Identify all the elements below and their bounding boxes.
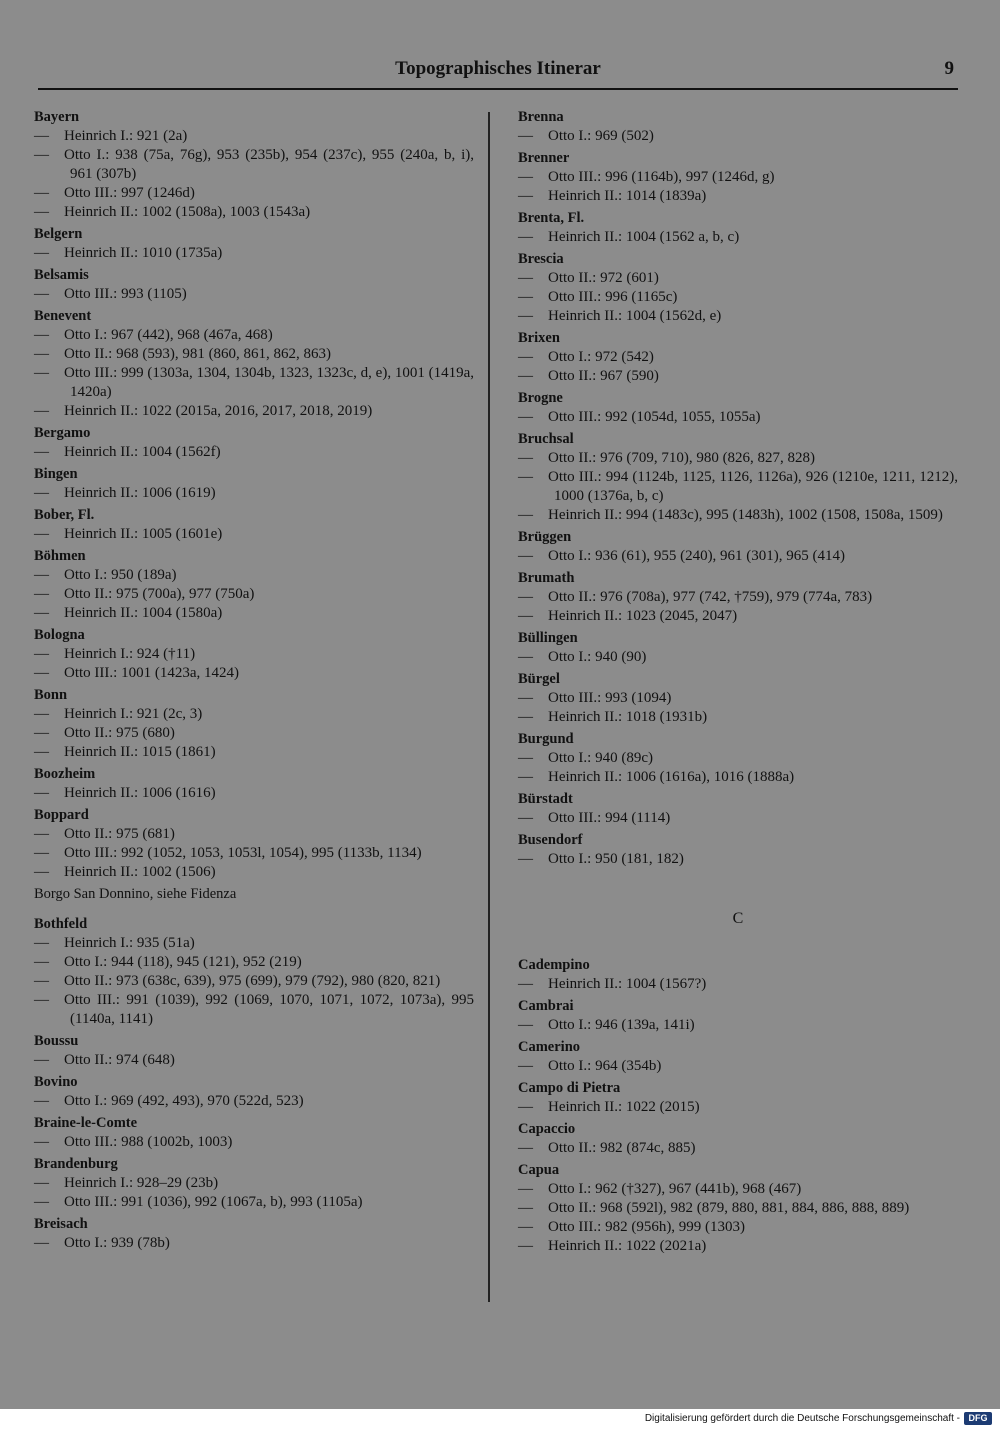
entry-line: [518, 367, 958, 386]
entry-text: Otto III.: 992 (1054d, 1055, 1055a): [548, 409, 761, 425]
entry-text: Otto II.: 982 (874c, 885): [548, 1140, 696, 1156]
entry-text: Otto III.: 982 (956h), 999 (1303): [548, 1219, 746, 1235]
entry-text: Otto II.: 976 (709, 710), 980 (826, 827, 828): [548, 450, 816, 466]
entry-line: [518, 1218, 958, 1237]
index-entry: [518, 1038, 958, 1076]
dfg-logo: DFG: [964, 1412, 992, 1425]
dash-marker: —: [518, 1200, 533, 1216]
entry-text: Heinrich II.: 1018 (1931b): [548, 709, 708, 725]
entry-line: [34, 934, 474, 953]
entry-text: Otto III.: 997 (1246d): [64, 185, 195, 201]
entry-heading: Capua: [518, 1162, 560, 1178]
entry-text: Heinrich II.: 1004 (1562d, e): [548, 308, 722, 324]
dash-marker: —: [34, 444, 49, 460]
footer-bar: [0, 1409, 1000, 1429]
index-entry: [34, 506, 474, 544]
dash-marker: —: [34, 864, 49, 880]
dash-marker: —: [34, 744, 49, 760]
entry-heading: Brüggen: [518, 529, 572, 545]
index-entry: [518, 569, 958, 626]
entry-text: Heinrich II.: 1010 (1735a): [64, 245, 223, 261]
right-column: [518, 108, 958, 1259]
dash-marker: —: [34, 245, 49, 261]
index-entry: [518, 250, 958, 326]
index-entry: [34, 266, 474, 304]
entry-text: Otto III.: 994 (1114): [548, 810, 671, 826]
entry-text: Otto II.: 972 (601): [548, 270, 659, 286]
entry-text: Otto II.: 974 (648): [64, 1052, 175, 1068]
column-divider: [488, 112, 490, 1302]
index-entry: [518, 730, 958, 787]
dash-marker: —: [34, 485, 49, 501]
entry-line: [34, 1234, 474, 1253]
entry-heading: Cadempino: [518, 957, 590, 973]
dash-marker: —: [34, 992, 49, 1008]
dash-marker: —: [34, 646, 49, 662]
dash-marker: —: [518, 690, 533, 706]
dash-marker: —: [518, 810, 533, 826]
entry-line: [518, 468, 958, 506]
entry-line: [34, 364, 474, 402]
index-entry: [34, 885, 474, 912]
dash-marker: —: [34, 845, 49, 861]
entry-text: Otto I.: 967 (442), 968 (467a, 468): [64, 327, 273, 343]
index-entry: [34, 1032, 474, 1070]
entry-heading: Benevent: [34, 308, 92, 324]
entry-text: Otto III.: 988 (1002b, 1003): [64, 1134, 233, 1150]
entry-text: Otto I.: 969 (492, 493), 970 (522d, 523): [64, 1093, 304, 1109]
entry-text: Otto I.: 944 (118), 945 (121), 952 (219): [64, 954, 302, 970]
dash-marker: —: [518, 469, 533, 485]
dash-marker: —: [518, 507, 533, 523]
dash-marker: —: [34, 128, 49, 144]
entry-line: [34, 972, 474, 991]
dash-marker: —: [34, 935, 49, 951]
page-header: [38, 56, 958, 90]
entry-line: [518, 127, 958, 146]
dash-marker: —: [518, 608, 533, 624]
entry-heading: Breisach: [34, 1216, 88, 1232]
entry-line: [34, 127, 474, 146]
entry-line: [518, 768, 958, 787]
dash-marker: —: [34, 403, 49, 419]
entry-heading: Belsamis: [34, 267, 89, 283]
dash-marker: —: [34, 725, 49, 741]
entry-heading: Brixen: [518, 330, 560, 346]
dash-marker: —: [34, 1175, 49, 1191]
entry-line: [518, 975, 958, 994]
entry-text: Otto I.: 950 (189a): [64, 567, 177, 583]
entry-heading: Böhmen: [34, 548, 86, 564]
entry-line: [518, 307, 958, 326]
entry-heading: Bingen: [34, 466, 78, 482]
entry-line: [518, 1016, 958, 1035]
entry-text: Heinrich II.: 1002 (1506): [64, 864, 216, 880]
entry-text: Heinrich II.: 1014 (1839a): [548, 188, 707, 204]
dash-marker: —: [518, 589, 533, 605]
dash-marker: —: [34, 185, 49, 201]
dash-marker: —: [34, 365, 49, 381]
dash-marker: —: [518, 409, 533, 425]
entry-heading: Campo di Pietra: [518, 1080, 621, 1096]
page-number: 9: [944, 58, 954, 79]
entry-heading: Bothfeld: [34, 916, 88, 932]
dash-marker: —: [518, 976, 533, 992]
entry-line: [518, 1180, 958, 1199]
index-entry: [34, 547, 474, 623]
dash-marker: —: [34, 204, 49, 220]
entry-line: [34, 585, 474, 604]
index-entry: [518, 629, 958, 667]
entry-text: Otto I.: 940 (89c): [548, 750, 653, 766]
dash-marker: —: [34, 567, 49, 583]
entry-line: [34, 953, 474, 972]
entry-text: Otto I.: 939 (78b): [64, 1235, 170, 1251]
footer-credit: Digitalisierung gefördert durch die Deutsche Forschungsgemeinschaft -: [644, 1413, 960, 1424]
entry-line: [34, 184, 474, 203]
dash-marker: —: [518, 368, 533, 384]
dash-marker: —: [518, 229, 533, 245]
index-entry: [34, 806, 474, 882]
entry-heading: Büllingen: [518, 630, 578, 646]
entry-line: [518, 408, 958, 427]
entry-heading: Brenna: [518, 109, 564, 125]
right-column-b-entries: [518, 108, 958, 869]
entry-text: Heinrich II.: 1004 (1580a): [64, 605, 223, 621]
dash-marker: —: [34, 665, 49, 681]
entry-line: [34, 1174, 474, 1193]
index-entry: [518, 831, 958, 869]
entry-text: Otto III.: 1001 (1423a, 1424): [64, 665, 239, 681]
entry-text: Otto II.: 968 (593), 981 (860, 861, 862, 863): [64, 346, 332, 362]
dash-marker: —: [518, 769, 533, 785]
dash-marker: —: [34, 1052, 49, 1068]
entry-heading: Cambrai: [518, 998, 574, 1014]
entry-text: Otto II.: 975 (700a), 977 (750a): [64, 586, 255, 602]
page-title: Topographisches Itinerar: [395, 58, 601, 79]
dash-marker: —: [34, 1194, 49, 1210]
dash-marker: —: [518, 270, 533, 286]
index-entry: [518, 329, 958, 386]
entry-text: Heinrich II.: 1004 (1567?): [548, 976, 707, 992]
entry-heading: Capaccio: [518, 1121, 576, 1137]
entry-line: [34, 525, 474, 544]
entry-heading: Brenta, Fl.: [518, 210, 585, 226]
index-entry: [34, 686, 474, 762]
dash-marker: —: [34, 973, 49, 989]
entry-heading: Bober, Fl.: [34, 507, 95, 523]
entry-text: Heinrich II.: 1004 (1562f): [64, 444, 221, 460]
dash-marker: —: [518, 709, 533, 725]
entry-line: [34, 724, 474, 743]
dash-marker: —: [34, 1235, 49, 1251]
entry-text: Otto III.: 991 (1039), 992 (1069, 1070, 1071, 1072, 1073a), 995 (1140a, 1141): [64, 992, 474, 1027]
index-entry: [34, 1215, 474, 1253]
entry-text: Otto III.: 992 (1052, 1053, 1053l, 1054), 995 (1133b, 1134): [64, 845, 422, 861]
entry-line: [34, 146, 474, 184]
left-column: [34, 108, 474, 1256]
entry-heading: Brandenburg: [34, 1156, 118, 1172]
index-entry: [518, 1161, 958, 1256]
entry-text: Otto I.: 962 (†327), 967 (441b), 968 (467): [548, 1181, 802, 1197]
index-entry: [34, 1114, 474, 1152]
entry-line: [34, 1133, 474, 1152]
dash-marker: —: [34, 785, 49, 801]
entry-line: [34, 743, 474, 762]
entry-heading: Boussu: [34, 1033, 79, 1049]
entry-line: [34, 285, 474, 304]
entry-text: Otto I.: 938 (75a, 76g), 953 (235b), 954 (237c), 955 (240a, b, i), 961 (307b): [64, 147, 474, 182]
entry-text: Heinrich II.: 1004 (1562 a, b, c): [548, 229, 740, 245]
index-entry: [34, 626, 474, 683]
dash-marker: —: [34, 1134, 49, 1150]
index-entry: [518, 149, 958, 206]
entry-heading: Brenner: [518, 150, 570, 166]
dash-marker: —: [518, 750, 533, 766]
entry-text: Otto III.: 996 (1165c): [548, 289, 678, 305]
entry-text: Heinrich II.: 1006 (1619): [64, 485, 216, 501]
entry-heading: Bayern: [34, 109, 80, 125]
dash-marker: —: [34, 147, 49, 163]
entry-text: Otto I.: 964 (354b): [548, 1058, 662, 1074]
entry-line: [518, 506, 958, 525]
entry-line: [34, 566, 474, 585]
dash-marker: —: [518, 188, 533, 204]
entry-heading: Brescia: [518, 251, 564, 267]
entry-heading: Bovino: [34, 1074, 78, 1090]
index-entry: [518, 1120, 958, 1158]
dash-marker: —: [518, 128, 533, 144]
dash-marker: —: [34, 526, 49, 542]
index-entry: [34, 465, 474, 503]
entry-line: [34, 345, 474, 364]
entry-text: Heinrich II.: 1022 (2015): [548, 1099, 700, 1115]
dash-marker: —: [34, 586, 49, 602]
entry-text: Heinrich II.: 1022 (2021a): [548, 1238, 707, 1254]
entry-line: [34, 863, 474, 882]
entry-line: [34, 645, 474, 664]
dash-marker: —: [518, 649, 533, 665]
entry-text: Heinrich I.: 935 (51a): [64, 935, 195, 951]
entry-text: Otto I.: 936 (61), 955 (240), 961 (301), 965 (414): [548, 548, 846, 564]
entry-line: [518, 809, 958, 828]
index-entry: [34, 424, 474, 462]
entry-line: [518, 850, 958, 869]
index-entry: [34, 1073, 474, 1111]
entry-line: [34, 664, 474, 683]
dash-marker: —: [518, 1219, 533, 1235]
entry-text: Heinrich II.: 1023 (2045, 2047): [548, 608, 738, 624]
entry-line: [518, 228, 958, 247]
entry-text: Otto II.: 975 (680): [64, 725, 175, 741]
index-entry: [518, 997, 958, 1035]
entry-heading: Borgo San Donnino, siehe Fidenza: [34, 886, 237, 902]
entry-text: Heinrich II.: 1022 (2015a, 2016, 2017, 2018, 2019): [64, 403, 373, 419]
entry-line: [518, 1199, 958, 1218]
entry-text: Otto I.: 950 (181, 182): [548, 851, 684, 867]
dash-marker: —: [34, 327, 49, 343]
entry-text: Heinrich II.: 1006 (1616): [64, 785, 216, 801]
entry-line: [518, 547, 958, 566]
entry-text: Otto II.: 967 (590): [548, 368, 659, 384]
entry-text: Otto II.: 976 (708a), 977 (742, †759), 979 (774a, 783): [548, 589, 873, 605]
entry-line: [518, 348, 958, 367]
entry-line: [34, 1092, 474, 1111]
entry-text: Otto I.: 969 (502): [548, 128, 654, 144]
entry-line: [518, 607, 958, 626]
index-entry: [518, 670, 958, 727]
index-entry: [518, 956, 958, 994]
dash-marker: —: [518, 450, 533, 466]
entry-heading: Braine-le-Comte: [34, 1115, 138, 1131]
entry-text: Otto I.: 972 (542): [548, 349, 654, 365]
entry-line: [518, 708, 958, 727]
entry-heading: Burgund: [518, 731, 574, 747]
entry-line: [518, 648, 958, 667]
dash-marker: —: [518, 548, 533, 564]
entry-line: [518, 187, 958, 206]
dash-marker: —: [518, 1099, 533, 1115]
entry-text: Heinrich I.: 928–29 (23b): [64, 1175, 219, 1191]
entry-line: [34, 484, 474, 503]
dash-marker: —: [34, 346, 49, 362]
entry-heading: Boozheim: [34, 766, 96, 782]
right-column-c-entries: [518, 956, 958, 1256]
index-entry: [34, 225, 474, 263]
dash-marker: —: [34, 954, 49, 970]
entry-line: [518, 1098, 958, 1117]
entry-text: Otto III.: 999 (1303a, 1304, 1304b, 1323, 1323c, d, e), 1001 (1419a, 1420a): [64, 365, 474, 400]
entry-text: Otto III.: 993 (1105): [64, 286, 187, 302]
dash-marker: —: [518, 289, 533, 305]
index-entry: [518, 209, 958, 247]
entry-line: [34, 844, 474, 863]
entry-text: Otto I.: 940 (90): [548, 649, 647, 665]
entry-text: Otto II.: 968 (592l), 982 (879, 880, 881, 884, 886, 888, 889): [548, 1200, 910, 1216]
entry-heading: Bonn: [34, 687, 68, 703]
dash-marker: —: [34, 286, 49, 302]
dash-marker: —: [518, 1140, 533, 1156]
entry-text: Heinrich II.: 1005 (1601e): [64, 526, 223, 542]
index-entry: [518, 790, 958, 828]
entry-line: [518, 269, 958, 288]
entry-line: [518, 168, 958, 187]
entry-text: Heinrich II.: 1002 (1508a), 1003 (1543a): [64, 204, 311, 220]
entry-line: [34, 326, 474, 345]
index-entry: [34, 1155, 474, 1212]
entry-text: Heinrich I.: 924 (†11): [64, 646, 196, 662]
entry-line: [34, 604, 474, 623]
dash-marker: —: [34, 706, 49, 722]
entry-line: [34, 705, 474, 724]
dash-marker: —: [34, 1093, 49, 1109]
entry-heading: Brumath: [518, 570, 575, 586]
dash-marker: —: [518, 169, 533, 185]
entry-text: Heinrich II.: 1006 (1616a), 1016 (1888a): [548, 769, 795, 785]
dash-marker: —: [518, 349, 533, 365]
dash-marker: —: [34, 826, 49, 842]
entry-text: Otto III.: 993 (1094): [548, 690, 672, 706]
entry-text: Heinrich II.: 994 (1483c), 995 (1483h), 1002 (1508, 1508a, 1509): [548, 507, 943, 523]
entry-text: Otto III.: 991 (1036), 992 (1067a, b), 993 (1105a): [64, 1194, 363, 1210]
entry-heading: Bürgel: [518, 671, 560, 687]
entry-line: [518, 588, 958, 607]
entry-text: Heinrich I.: 921 (2c, 3): [64, 706, 203, 722]
entry-text: Otto I.: 946 (139a, 141i): [548, 1017, 695, 1033]
entry-text: Otto III.: 996 (1164b), 997 (1246d, g): [548, 169, 775, 185]
dash-marker: —: [518, 1058, 533, 1074]
index-entry: [518, 1079, 958, 1117]
dash-marker: —: [34, 605, 49, 621]
section-letter: C: [732, 910, 744, 927]
entry-line: [518, 1139, 958, 1158]
dash-marker: —: [518, 1017, 533, 1033]
entry-text: Heinrich I.: 921 (2a): [64, 128, 188, 144]
entry-line: [34, 1051, 474, 1070]
entry-line: [34, 203, 474, 222]
index-entry: [34, 915, 474, 1029]
entry-line: [34, 443, 474, 462]
entry-heading: Bergamo: [34, 425, 91, 441]
entry-line: [518, 749, 958, 768]
index-entry: [518, 108, 958, 146]
entry-text: Otto II.: 973 (638c, 639), 975 (699), 979 (792), 980 (820, 821): [64, 973, 441, 989]
entry-heading: Belgern: [34, 226, 83, 242]
entry-line: [34, 402, 474, 421]
entry-line: [34, 1193, 474, 1212]
dash-marker: —: [518, 308, 533, 324]
entry-text: Heinrich II.: 1015 (1861): [64, 744, 216, 760]
index-entry: [518, 430, 958, 525]
entry-heading: Camerino: [518, 1039, 581, 1055]
entry-line: [34, 825, 474, 844]
entry-line: [34, 784, 474, 803]
dash-marker: —: [518, 1181, 533, 1197]
index-entry: [34, 765, 474, 803]
index-entry: [518, 528, 958, 566]
entry-line: [518, 689, 958, 708]
entry-heading: Bürstadt: [518, 791, 573, 807]
index-entry: [34, 108, 474, 222]
entry-line: [518, 449, 958, 468]
entry-text: Otto II.: 975 (681): [64, 826, 175, 842]
entry-line: [518, 1057, 958, 1076]
index-entry: [34, 307, 474, 421]
entry-text: Otto III.: 994 (1124b, 1125, 1126, 1126a), 926 (1210e, 1211, 1212), 1000 (1376a, b, c): [548, 469, 958, 504]
index-entry: [518, 389, 958, 427]
entry-heading: Busendorf: [518, 832, 583, 848]
entry-heading: Bruchsal: [518, 431, 574, 447]
entry-heading: Bologna: [34, 627, 85, 643]
entry-heading: Brogne: [518, 390, 563, 406]
entry-heading: Boppard: [34, 807, 89, 823]
entry-line: [34, 991, 474, 1029]
dash-marker: —: [518, 1238, 533, 1254]
dash-marker: —: [518, 851, 533, 867]
entry-line: [518, 288, 958, 307]
entry-line: [34, 244, 474, 263]
entry-line: [518, 1237, 958, 1256]
